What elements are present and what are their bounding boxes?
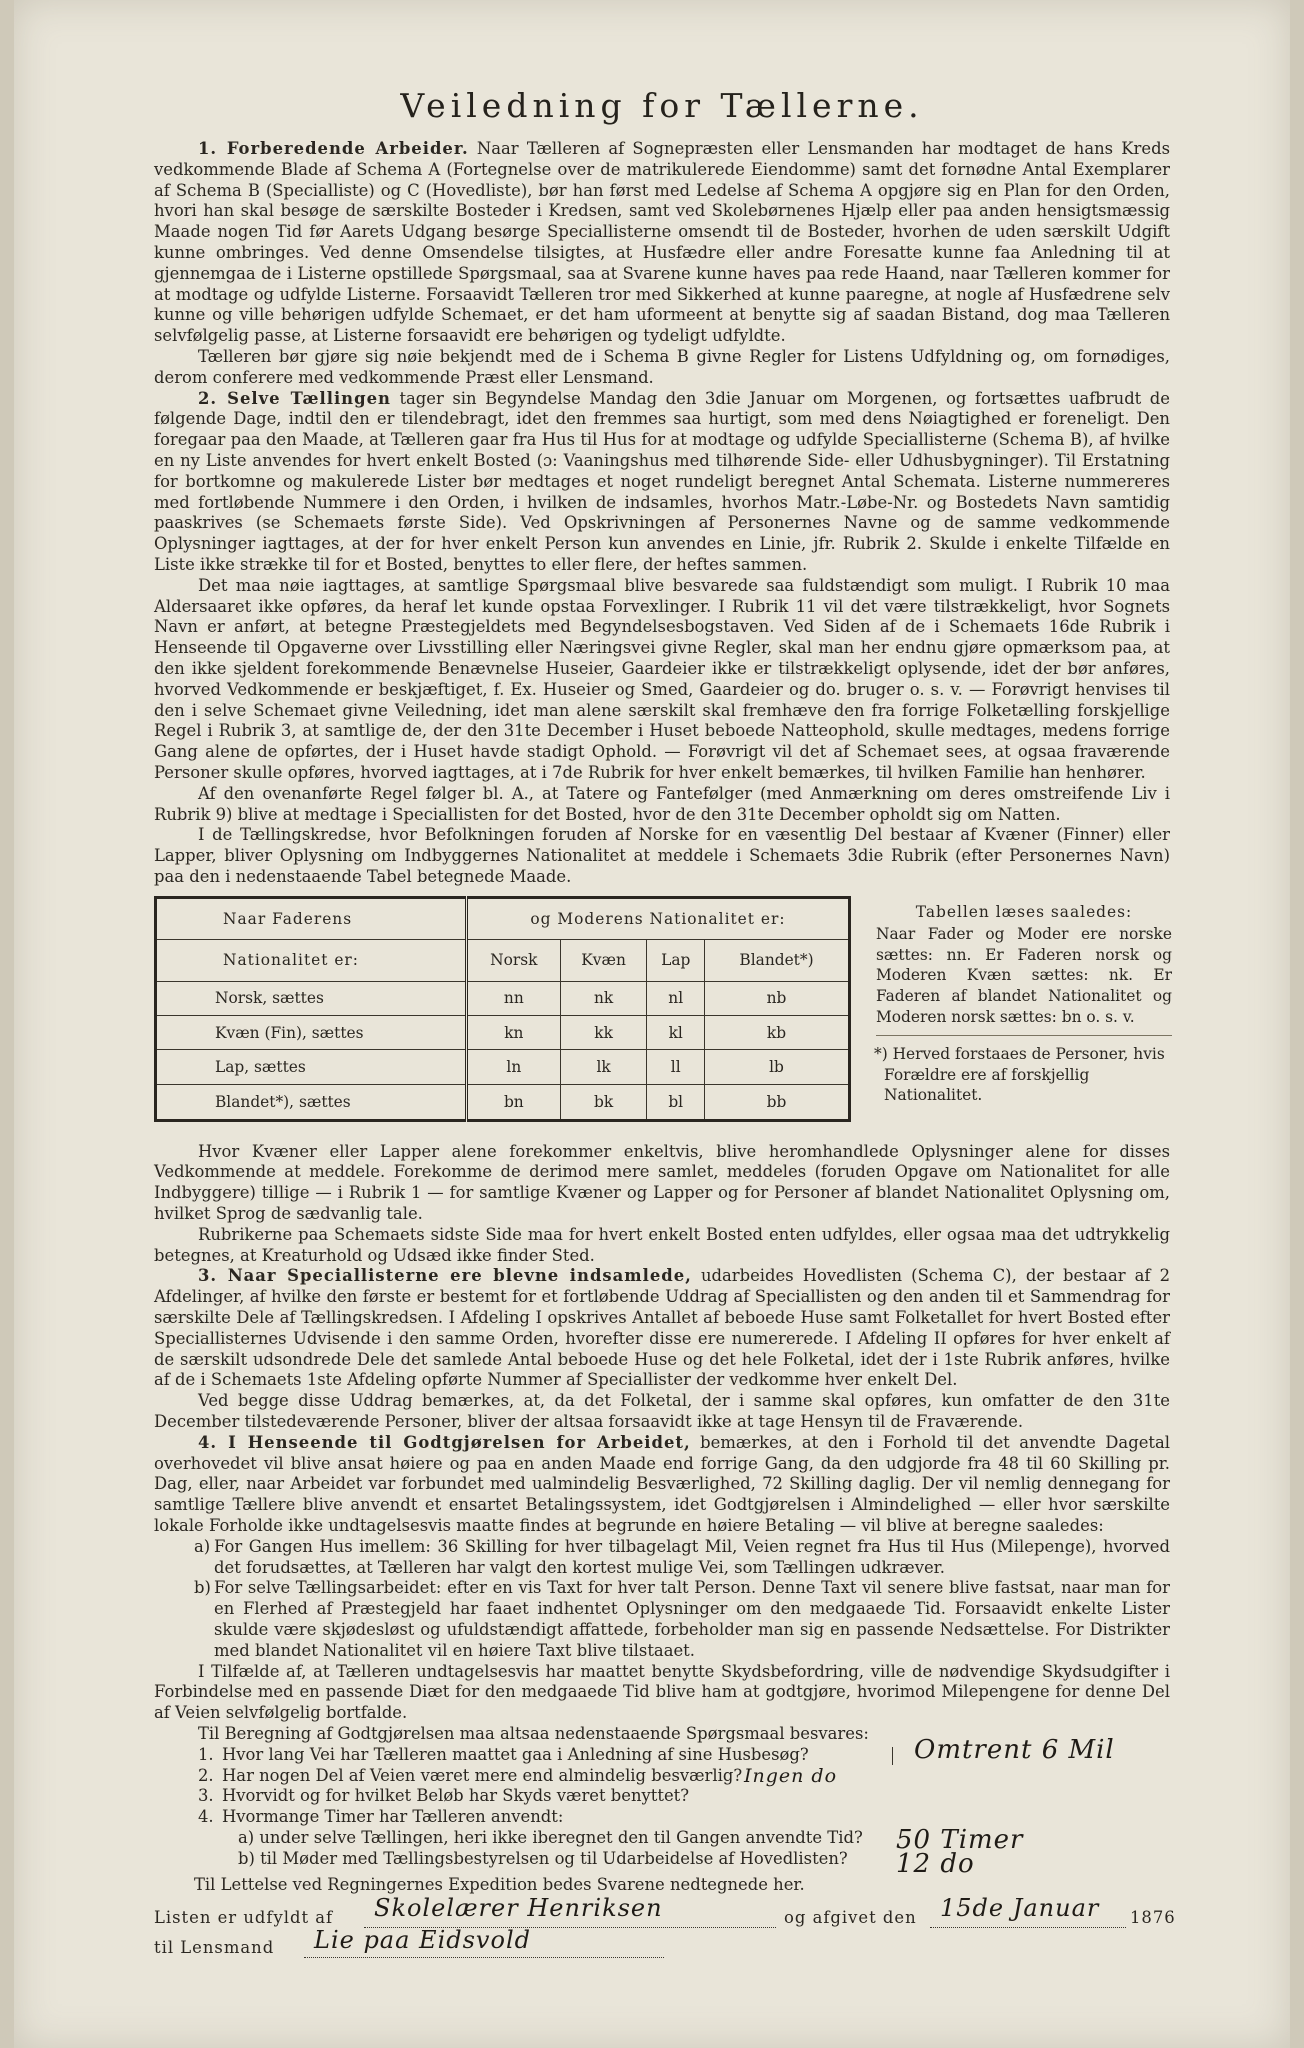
question-number: 3. (198, 1786, 214, 1806)
item-label: b) (194, 1578, 211, 1598)
table-cell: kn (466, 1015, 560, 1049)
section-1-text: Naar Tælleren af Sognepræsten eller Lensmanden har modtaget de hans Kreds vedkommende Blade af Schema A (Fortegnelse over de matrikulerede Eiendomme) samt det fornødne Antal Exemplarer af Schema B (Specialliste) og C (Hovedliste), bør han først med Ledelse af Schema A opgjøre sig en Plan for den Orden, hvori han skal besøge de særskilte Bosteder i Kredsen, samt ved Skolebørnenes Hjælp eller paa anden hensigtsmæssig Maade nogen Tid før Aarets Udgang besørge Speciallisterne omsendt til de Bosteder, hvorhen de uden særskilt Udgift kunne ombringes. Ved denne Omsendelse tilsigtes, at Husfædre eller andre Foresatte kunne faa Anledning til at gjennemgaa de i Listerne opstillede Spørgsmaal, saa at Svarene kunne haves paa rede Haand, naar Tælleren kommer for at modtage og udfylde Listerne. Forsaavidt Tælleren tror med Sikkerhed at kunne paaregne, at nogle af Husfædrene selv kunne og ville behørigen udfylde Schemaet, er det ham uformeent at benytte sig af saadan Bistand, dog maa Tælleren selvfølgelig passe, at Listerne forsaavidt ere behørigen og tydeligt udfyldte. (154, 139, 1170, 346)
table-row (156, 1050, 850, 1084)
col-kvaen: Kvæn (560, 939, 647, 981)
answer-hours-counting: 50 Timer (896, 1824, 1024, 1855)
section-2-paragraph-2: Det maa nøie iagttages, at samtlige Spørgsmaal blive besvarede saa fuldstændigt som muligt. I Rubrik 10 maa Aldersaaret ikke opføres, da heraf let kunde opstaa Forvexlinger. I Rubrik 11 vil det være tilstrækkeligt, hvor Sognets Navn er anført, at betegne Præstegjeldets med Begyndelsesbogstaven. Ved Siden af de i Schemaets 16de Rubrik i Henseende til Opgaverne over Livsstilling eller Næringsvei givne Regler, skal man her endnu gjøre opmærksom paa, at den ikke sjeldent forekommende Benævnelse Huseier, Gaardeier ikke er tilstrækkeligt oplysende, idet der bør anføres, hvorved Vedkommende er beskjæftiget, f. Ex. Huseier og Smed, Gaardeier og do. bruger o. s. v. — Forøvrigt henvises til den i selve Schemaet givne Veiledning, idet man alene særskilt skal fremhæve den fra forrige Folketælling forskjellige Regel i Rubrik 3, at samtlige de, der den 31te December i Huset beboede Natteophold, skulle medtages, medens forrige Gang alene de opførtes, der i Huset havde stadigt Ophold. — Forøvrigt vil det af Schemaet sees, at ogsaa fraværende Personer skulle opføres, hvorved iagttages, at i 7de Rubrik for hver enkelt bemærkes, til hvilken Familie han henhører. (154, 575, 1170, 782)
question-number: 2. (198, 1765, 214, 1785)
closing-note: Til Lettelse ved Regningernes Expedition bedes Svarene nedtegnede her. (194, 1874, 805, 1894)
col-blandet: Blandet*) (705, 939, 850, 981)
row-label: Norsk, sættes (156, 981, 467, 1015)
table-cell: ll (647, 1050, 705, 1084)
question-text: Hvormange Timer har Tælleren anvendt: (222, 1807, 564, 1827)
answer-bracket (882, 1747, 893, 1765)
answer-hours-meetings: 12 do (896, 1848, 975, 1879)
section-4-item-a (154, 1537, 1170, 1579)
table-footnote: *) Herved forstaaes de Personer, hvis Forældre ere af forskjellig Nationalitet. (876, 1035, 1172, 1106)
section-4-text: bemærkes, at den i Forhold til det anvendte Dagetal overhovedet vil blive ansat høiere og paa en anden Maade end forrige Gang, da den udgjorde fra 48 til 60 Skilling pr. Dag, eller, naar Arbeidet var forbundet med ualmindelig Besværlighed, 72 Skilling daglig. Der vil nemlig dennegang for samtlige Tællere blive anvendt et ensartet Betalingssystem, idet Godtgjørelsen i Almindelighed — eller hvor særskilte lokale Forholde ikke undtagelsesvis maatte findes at begrunde en høiere Betaling — vil blive at beregne saaledes: (154, 1432, 1170, 1536)
table-cell: kb (705, 1015, 850, 1049)
table-cell: nn (466, 981, 560, 1015)
filled-by-label: Listen er udfyldt af (154, 1907, 334, 1927)
father-header-1: Naar Faderens (156, 897, 467, 939)
section-3-heading: 3. Naar Speciallisterne ere blevne indsamlede, (198, 1266, 692, 1286)
table-explanation (876, 902, 1172, 1106)
section-1-paragraph-2: Tælleren bør gjøre sig nøie bekjendt med de i Schema B givne Regler for Listens Udfyldning og, om fornødiges, derom conferere med vedkommende Præst eller Lensmand. (154, 346, 1170, 387)
col-norsk: Norsk (466, 939, 560, 981)
sheriff-signature: Lie paa Eidsvold (314, 1925, 531, 1954)
section-1-heading: 1. Forberedende Arbeider. (198, 139, 469, 158)
signature-block (154, 1893, 1176, 1966)
question-2 (154, 1766, 1170, 1787)
section-2-paragraph-6: Rubrikerne paa Schemaets sidste Side maa for hvert enkelt Bosted enten udfyldes, eller ogsaa maa det udtrykkelig betegnes, at Kreaturhold og Udsæd ikke finder Sted. (154, 1224, 1170, 1265)
section-4-paragraph-3: Til Beregning af Godtgjørelsen maa altsaa nedenstaaende Spørgsmaal besvares: (198, 1724, 869, 1743)
table-cell: kk (560, 1015, 647, 1049)
row-label: Lap, sættes (156, 1050, 467, 1084)
question-text: a) under selve Tællingen, heri ikke iberegnet den til Gangen anvendte Tid? (238, 1827, 863, 1847)
enumerator-signature: Skolelærer Henriksen (374, 1893, 663, 1922)
section-3 (154, 1266, 1170, 1391)
section-2-paragraph-5: Hvor Kvæner eller Lapper alene forekommer enkeltvis, blive heromhandlede Oplysninger alene for disses Vedkommende at meddele. Forekomme de derimod mere samlet, meddeles (foruden Opgave om Nationalitet for alle Indbyggere) tillige — i Rubrik 1 — for samtlige Kvæner og Lapper og for Personer af blandet Nationalitet Oplysning om, hvilket Sprog de sædvanlig tale. (154, 1141, 1170, 1224)
sheriff-label: til Lensmand (154, 1937, 275, 1957)
question-text: b) til Møder med Tællingsbestyrelsen og til Udarbeidelse af Hovedlisten? (238, 1848, 848, 1868)
table-cell: ln (466, 1050, 560, 1084)
table-cell: bn (466, 1084, 560, 1120)
delivered-label: og afgivet den (784, 1907, 917, 1927)
question-text: Har nogen Del af Veien været mere end almindelig besværlig? (222, 1765, 743, 1785)
table-cell: nl (647, 981, 705, 1015)
section-2-paragraph-3: Af den ovenanførte Regel følger bl. A., at Tatere og Fantefølger (med Anmærkning om deres omstreifende Liv i Rubrik 9) blive at medtage i Speciallisten for det Bosted, hvor de den 31te December opholdt sig om Natten. (154, 783, 1170, 824)
section-2-heading: 2. Selve Tællingen (198, 388, 391, 408)
section-3-paragraph-2: Ved begge disse Uddrag bemærkes, at, da det Folketal, der i samme skal opføres, kun omfatter de den 31te December tilstedeværende Personer, bliver der altsaa forsaavidt ikke at tage Hensyn til de Fraværende. (154, 1391, 1170, 1432)
table-cell: bl (647, 1084, 705, 1120)
row-label: Blandet*), sættes (156, 1084, 467, 1120)
father-header-2: Nationalitet er: (156, 939, 467, 981)
item-text: For selve Tællingsarbeidet: efter en vis Taxt for hver talt Person. Denne Taxt vil senere blive fastsat, naar man for en Flerhed af Præstegjeld har faaet indhentet Oplysninger om den medgaaede Tid. Forsaavidt enkelte Lister skulde være skjødesløst og ufuldstændigt affattede, forbeholder man sig en passende Nedsættelse. For Distrikter med blandet Nationalitet vil en høiere Taxt blive tilstaaet. (214, 1578, 1170, 1660)
table-cell: lk (560, 1050, 647, 1084)
section-2 (154, 389, 1170, 576)
table-cell: lb (705, 1050, 850, 1084)
question-text: Hvor lang Vei har Tælleren maattet gaa i Anledning af sine Husbesøg? (222, 1744, 809, 1764)
table-row (156, 981, 850, 1015)
question-number: 1. (198, 1744, 214, 1764)
section-1 (154, 139, 1170, 347)
table-cell: kl (647, 1015, 705, 1049)
instructions-body (154, 86, 1176, 1966)
nationality-table (154, 896, 851, 1122)
question-text: Hvorvidt og for hvilket Beløb har Skyds været benyttet? (222, 1786, 690, 1806)
section-4-item-b (154, 1578, 1170, 1661)
item-text: For Gangen Hus imellem: 36 Skilling for hver tilbagelagt Mil, Veien regnet fra Hus til Hus (Milepenge), hvorved det forudsættes, at Tælleren har valgt den kortest mulige Vei, som Tællingen udkræver. (214, 1536, 1170, 1577)
date-line (930, 1926, 1126, 1928)
table-cell: bk (560, 1084, 647, 1120)
section-2-paragraph-4: I de Tællingskredse, hvor Befolkningen foruden af Norske for en væsentlig Del bestaar af Kvæner (Finner) eller Lapper, bliver Oplysning om Indbyggernes Nationalitet at meddele i Schemaets 3die Rubrik (efter Personernes Navn) paa den i nedenstaaende Tabel betegnede Maade. (154, 825, 1170, 886)
row-label: Kvæn (Fin), sættes (156, 1015, 467, 1049)
question-number: 4. (198, 1807, 214, 1827)
mother-header: og Moderens Nationalitet er: (466, 897, 849, 939)
question-3 (154, 1786, 1170, 1807)
table-cell: nb (705, 981, 850, 1015)
table-cell: bb (705, 1084, 850, 1120)
page-title: Veiledning for Tællerne. (400, 86, 924, 125)
table-row (156, 1084, 850, 1120)
col-lap: Lap (647, 939, 705, 981)
section-2-text: tager sin Begyndelse Mandag den 3die Januar om Morgenen, og fortsættes uafbrudt de følgende Dage, indtil den er tilendebragt, idet den fremmes saa hurtigt, som med dens Nøiagtighed er foreneligt. Den foregaar paa den Maade, at Tælleren gaar fra Hus til Hus for at modtage og udfylde Speciallisterne (Schema B), af hvilke en ny Liste anvendes for hvert enkelt Bosted (ɔ: Vaaningshus med tilhørende Side- eller Udhusbygninger). Til Erstatning for bortkomne og makulerede Lister bør medtages et noget rundeligt beregnet Antal Schemata. Listerne nummereres med fortløbende Nummere i den Orden, i hvilken de indsamles, hvorhos Matr.-Løbe-Nr. og Bostedets Navn samtidig paaskrives (se Schemaets første Side). Ved Opskrivningen af Personernes Navne og de samme vedkommende Oplysninger iagttages, at der for hver enkelt Person kun anvendes en Linie, jfr. Rubrik 2. Skulde i enkelte Tilfælde en Liste ikke strække til for et Bosted, benyttes to eller flere, der heftes sammen. (154, 388, 1170, 574)
answer-distance: Omtrent 6 Mil (914, 1734, 1115, 1765)
questions-block (154, 1734, 1170, 1879)
year: 1876 (1130, 1907, 1176, 1927)
section-4-paragraph-2: I Tilfælde af, at Tælleren undtagelsesvis har maattet benytte Skydsbefordring, ville de nødvendige Skydsudgifter i Forbindelse med en passende Diæt for den medgaaede Tid blive ham at godtgjøre, hvorimod Milepengene for denne Del af Veien selvfølgelig bortfalde. (154, 1661, 1170, 1723)
answer-difficulty-skyds: Ingen do (744, 1764, 838, 1787)
section-4-heading: 4. I Henseende til Godtgjørelsen for Arbeidet, (198, 1432, 691, 1452)
sheriff-line (304, 1956, 664, 1958)
section-3-text: udarbeides Hovedlisten (Schema C), der bestaar af 2 Afdelinger, af hvilke den første er bestemt for et fortløbende Uddrag af Speciallisten og den anden til et Sammendrag for særskilte Dele af Tællingskredsen. I Afdeling I opskrives Antallet af beboede Huse samt Folketallet for hvert Bosted efter Speciallisternes Udvisende i den samme Orden, hvorefter disse ere numererede. I Afdeling II opføres for hver enkelt af de særskilt udsondrede Dele det samlede Antal beboede Huse og det hele Folketal, idet der i 1ste Rubrik anføres, hvilke af de i Schemaets 1ste Afdeling opførte Nummer af Speciallister der vedkomme hver enkelt Del. (154, 1266, 1170, 1390)
table-cell: nk (560, 981, 647, 1015)
table-explanation-text: Naar Fader og Moder ere norske sættes: nn. Er Faderen norsk og Moderen Kvæn sættes: nk. Er Faderen af blandet Nationalitet og Moderen norsk sættes: bn o. s. v. (876, 925, 1172, 1026)
table-row (156, 1015, 850, 1049)
nationality-table-area (154, 896, 1170, 1134)
delivery-date: 15de Januar (940, 1893, 1100, 1922)
table-explanation-heading: Tabellen læses saaledes: (915, 902, 1133, 921)
section-4 (154, 1433, 1170, 1537)
document-page (14, 0, 1290, 2048)
item-label: a) (194, 1536, 211, 1556)
